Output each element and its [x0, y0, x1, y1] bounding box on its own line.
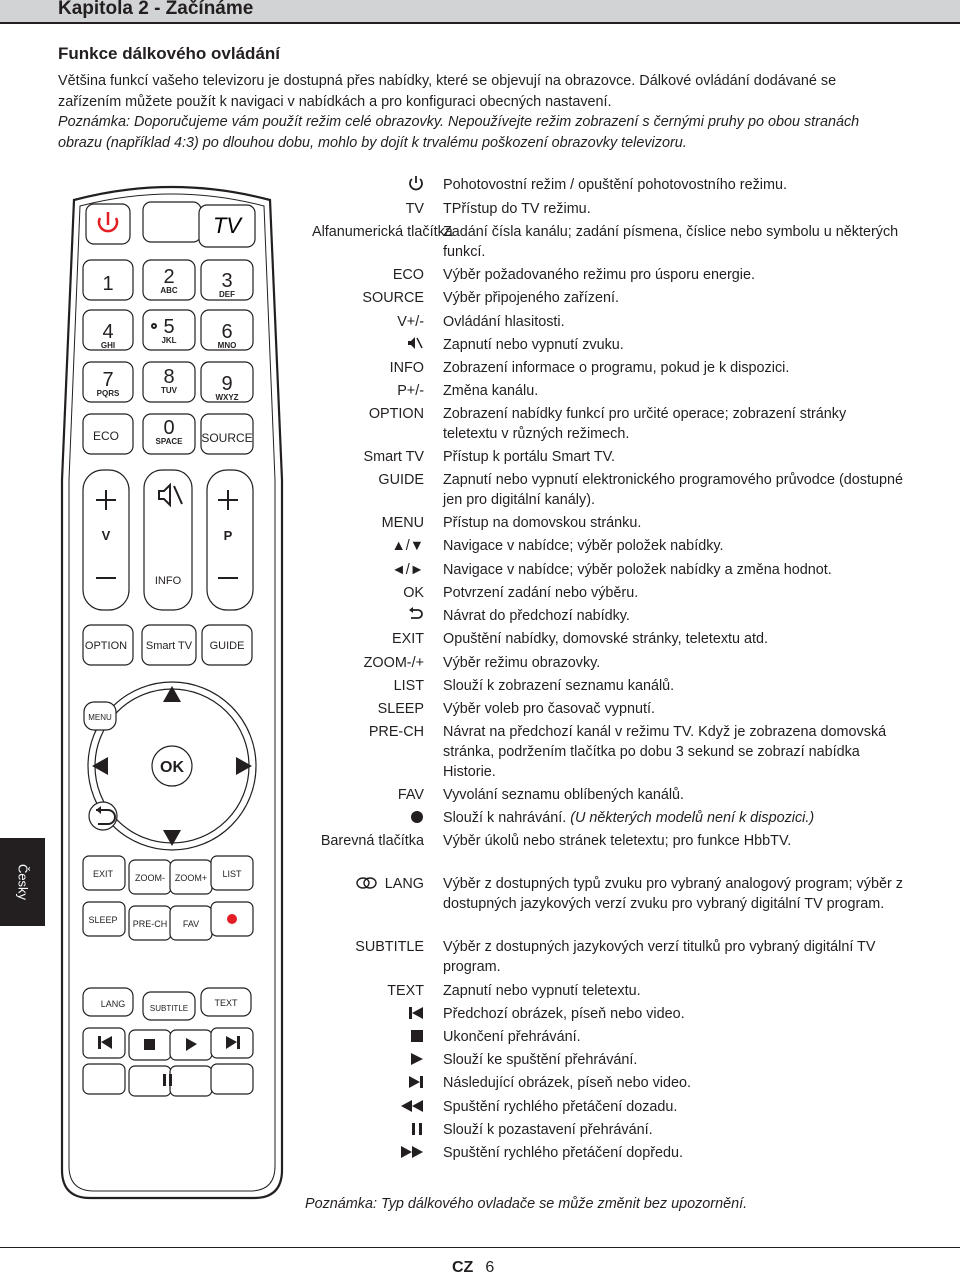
exit-label: EXIT: [92, 869, 114, 879]
function-description: [443, 583, 903, 603]
remote-control-illustration: [56, 180, 288, 1204]
function-description-text: Výběr úkolů nebo stránek teletextu; pro funkce HbbTV.: [443, 833, 792, 849]
function-description-text: Slouží k nahrávání.: [443, 810, 567, 826]
function-key: [364, 653, 424, 674]
function-key-label: Barevná tlačítka: [320, 833, 424, 849]
function-row: [300, 653, 920, 674]
function-description-note: (U některých modelů není k dispozici.): [566, 810, 815, 826]
function-description-text: Ukončení přehrávání.: [443, 1029, 581, 1045]
function-key-label: SOURCE: [362, 290, 424, 306]
stop-icon: [410, 1029, 424, 1050]
function-key: [394, 676, 424, 697]
function-description: [443, 606, 903, 626]
function-key-label: Smart TV: [363, 449, 424, 465]
function-key-label: GUIDE: [378, 472, 424, 488]
function-key-label: SUBTITLE: [355, 939, 424, 955]
function-key: [393, 265, 424, 286]
function-key-label: P+/-: [397, 383, 424, 399]
function-description-text: Opuštění nabídky, domovské stránky, teletextu atd.: [443, 631, 769, 647]
function-key: [363, 447, 424, 468]
function-row: [300, 513, 920, 534]
function-description-text: Spuštění rychlého přetáčení dopředu.: [443, 1145, 684, 1161]
function-key: [355, 937, 424, 958]
pre-ch-label: PRE-CH: [132, 919, 168, 929]
right-arrow-icon: [236, 757, 252, 775]
pause-icon: [410, 1122, 424, 1143]
fast-forward-icon: [400, 1145, 424, 1166]
key-4-sub: GHI: [100, 341, 116, 350]
rewind-icon: [400, 1099, 424, 1120]
function-key: [378, 470, 424, 491]
function-row: [300, 1004, 920, 1025]
p-label: P: [223, 528, 233, 543]
function-description-text: Návrat do předchozí nabídky.: [443, 608, 630, 624]
footer-rule: [0, 1247, 960, 1248]
function-key: [400, 1143, 424, 1166]
function-description: [443, 358, 903, 378]
function-description-text: Slouží k zobrazení seznamu kanálů.: [443, 678, 675, 694]
tv-label: TV: [212, 213, 242, 238]
function-key-label: ▲/▼: [391, 538, 424, 554]
function-key: [408, 1073, 424, 1096]
lang-label: LANG: [100, 999, 126, 1009]
function-key: [390, 358, 424, 379]
ok-label: OK: [160, 759, 184, 776]
function-row: [300, 470, 920, 508]
key-3-label: 3: [221, 270, 233, 292]
function-key: [397, 312, 424, 333]
lang-icon: [356, 876, 380, 897]
function-description: [443, 175, 903, 195]
chapter-header: [0, 0, 960, 24]
function-key: [387, 981, 424, 1002]
mute-icon: [406, 335, 424, 358]
zoom-minus-label: ZOOM-: [135, 873, 165, 883]
color-key-button: [211, 1064, 253, 1094]
function-description: [443, 560, 903, 580]
function-key: [312, 222, 453, 243]
power-icon: [408, 175, 424, 198]
function-key: [378, 699, 424, 720]
function-description-text: Ovládání hlasitosti.: [443, 314, 565, 330]
function-row: [300, 335, 920, 356]
function-key-label: LIST: [393, 678, 424, 694]
function-description-text: Výběr z dostupných typů zvuku pro vybraný analogový program; výběr z dostupných jazykových verzí zvuku pro vybraný digitální TV program.: [443, 876, 903, 912]
function-description-text: Zobrazení informace o programu, pokud je k dispozici.: [443, 360, 790, 376]
key-2-label: 2: [163, 266, 175, 288]
function-row: [300, 808, 920, 829]
function-description: [443, 808, 903, 828]
smart-tv-label: Smart TV: [145, 640, 193, 652]
function-key: [400, 1097, 424, 1120]
previous-icon: [98, 1036, 101, 1049]
intro-note: Poznámka: Doporučujeme vám použít režim celé obrazovky. Nepoužívejte režim zobrazení s černými pruhy po obou stranách obrazu (například 4:3) po dlouhou dobu, mohlo by dojít k trvalému poškození obrazovky televizoru.: [58, 114, 860, 151]
function-key: [398, 785, 424, 806]
function-description-text: Pohotovostní režim / opuštění pohotovostního režimu.: [443, 177, 787, 193]
function-description: [443, 676, 903, 696]
function-description-text: Potvrzení zadání nebo výběru.: [443, 585, 639, 601]
function-key-label: EXIT: [392, 631, 424, 647]
function-description-text: TPřístup do TV režimu.: [443, 201, 591, 217]
function-description-text: Přístup k portálu Smart TV.: [443, 449, 615, 465]
fav-label: FAV: [182, 919, 200, 929]
language-code: CZ: [452, 1259, 474, 1276]
function-row: [300, 265, 920, 286]
function-key-label: ZOOM-/+: [363, 655, 424, 671]
function-description-text: Vyvolání seznamu oblíbených kanálů.: [443, 787, 685, 803]
function-key: [392, 560, 424, 581]
function-description: [443, 312, 903, 332]
function-key: [369, 722, 424, 743]
down-arrow-icon: [163, 830, 181, 846]
function-row: [300, 606, 920, 627]
fast-forward-button: [170, 1066, 212, 1096]
intro-text: [58, 71, 898, 153]
function-description-text: Zapnutí nebo vypnutí teletextu.: [443, 983, 641, 999]
function-description: [443, 1097, 903, 1117]
function-key: [392, 629, 424, 650]
function-key: [362, 288, 424, 309]
mute-info-column: [144, 470, 192, 610]
function-description-text: Zapnutí nebo vypnutí zvuku.: [443, 337, 624, 353]
function-row: [300, 1120, 920, 1141]
function-description: [443, 785, 903, 805]
function-row: [300, 874, 920, 912]
back-button: [89, 802, 117, 830]
function-description: [443, 831, 903, 851]
function-description-text: Výběr připojeného zařízení.: [443, 290, 619, 306]
function-description: [443, 874, 903, 914]
key-7-sub: PQRS: [96, 389, 120, 398]
function-key: [397, 381, 424, 402]
function-description: [443, 699, 903, 719]
function-row: [300, 358, 920, 379]
function-description: [443, 381, 903, 401]
key-1-label: 1: [102, 273, 114, 295]
function-row: [300, 447, 920, 468]
previous-icon: [408, 1006, 424, 1027]
page-number-value: 6: [485, 1259, 495, 1276]
function-key: [392, 536, 424, 557]
function-key: [406, 199, 424, 220]
guide-label: GUIDE: [209, 640, 245, 652]
function-description-text: Zobrazení nabídky funkcí pro určité operace; zobrazení stránky teletextu v různých režimech.: [443, 406, 847, 442]
function-row: [300, 831, 920, 852]
function-key: [408, 1004, 424, 1027]
function-row: [300, 937, 920, 975]
function-row: [300, 583, 920, 604]
function-row: [300, 199, 920, 220]
function-description-text: Spuštění rychlého přetáčení dozadu.: [443, 1099, 678, 1115]
intro-paragraph: Většina funkcí vašeho televizoru je dostupná přes nabídky, které se objevují na obrazovce. Dálkové ovládání dodávané se zařízením můžete použít k navigaci v nabídkách a pro konfiguraci obecných nastavení.: [58, 73, 837, 110]
language-tab: [0, 838, 45, 926]
function-row: [300, 404, 920, 442]
key-4-label: 4: [102, 321, 114, 343]
function-description-text: Výběr požadovaného režimu pro úsporu energie.: [443, 267, 755, 283]
function-description: [443, 937, 903, 977]
info-label: INFO: [154, 575, 182, 587]
function-description: [443, 265, 903, 285]
function-description-text: Slouží ke spuštění přehrávání.: [443, 1052, 638, 1068]
function-key-label: Alfanumerická tlačítka: [312, 224, 453, 240]
function-description-text: Navigace v nabídce; výběr položek nabídky a změna hodnot.: [443, 562, 832, 578]
function-row: [300, 1073, 920, 1094]
record-icon: [410, 810, 424, 831]
source-label: SOURCE: [201, 431, 253, 445]
key-6-label: 6: [221, 321, 233, 343]
function-description: [443, 981, 903, 1001]
key-7-label: 7: [102, 369, 114, 391]
zoom-plus-label: ZOOM+: [174, 873, 208, 883]
function-key: [408, 175, 424, 198]
function-description: [443, 653, 903, 673]
function-key: [403, 583, 424, 604]
function-description-text: Následující obrázek, píseň nebo video.: [443, 1075, 691, 1091]
record-dot-icon: [227, 914, 237, 924]
function-key-label: SLEEP: [377, 701, 424, 717]
key-5-sub: JKL: [161, 336, 177, 345]
function-key: [382, 513, 424, 534]
function-key: [356, 874, 424, 897]
key-9-label: 9: [221, 373, 233, 395]
function-row: [300, 629, 920, 650]
key-2-sub: ABC: [160, 286, 178, 295]
menu-label: MENU: [88, 713, 112, 722]
function-row: [300, 785, 920, 806]
function-description: [443, 1073, 903, 1093]
function-key-label: LANG: [384, 876, 424, 892]
left-arrow-icon: [92, 757, 108, 775]
function-description-text: Výběr režimu obrazovky.: [443, 655, 601, 671]
stop-icon: [144, 1039, 155, 1050]
function-row: [300, 312, 920, 333]
key-5-label: 5: [163, 316, 175, 338]
function-row: [300, 175, 920, 196]
key-8-label: 8: [163, 366, 175, 388]
function-description-text: Předchozí obrázek, píseň nebo video.: [443, 1006, 685, 1022]
function-description: [443, 404, 903, 444]
sleep-label: SLEEP: [88, 915, 118, 925]
function-key: [408, 606, 424, 629]
key-0-sub: SPACE: [155, 437, 183, 446]
function-description-text: Výběr voleb pro časovač vypnutí.: [443, 701, 655, 717]
function-key-label: V+/-: [397, 314, 424, 330]
key-0-label: 0: [163, 417, 175, 439]
function-key-label: FAV: [397, 787, 424, 803]
function-description: [443, 447, 903, 467]
function-row: [300, 222, 920, 260]
next-icon: [408, 1075, 424, 1096]
key-6-sub: MNO: [217, 341, 237, 350]
function-row: [300, 288, 920, 309]
function-description: [443, 470, 903, 510]
function-description: [443, 536, 903, 556]
up-arrow-icon: [163, 686, 181, 702]
function-description: [443, 199, 903, 219]
page-number: [452, 1259, 494, 1277]
function-row: [300, 560, 920, 581]
function-key: [410, 808, 424, 831]
function-description: [443, 1004, 903, 1024]
function-key-label: MENU: [381, 515, 424, 531]
key-3-sub: DEF: [219, 290, 235, 299]
function-description-text: Výběr z dostupných jazykových verzí titulků pro vybraný digitální TV program.: [443, 939, 876, 975]
back-icon: [408, 606, 424, 629]
function-key-label: OK: [403, 585, 424, 601]
function-row: [300, 722, 920, 780]
function-key: [312, 831, 424, 852]
key-9-sub: WXYZ: [215, 393, 239, 402]
function-key: [410, 1050, 424, 1073]
function-key: [410, 1027, 424, 1050]
key-8-sub: TUV: [161, 386, 177, 395]
eco-label: ECO: [92, 429, 120, 443]
function-row: [300, 699, 920, 720]
function-description-text: Navigace v nabídce; výběr položek nabídky.: [443, 538, 724, 554]
function-description: [443, 222, 903, 262]
text-label: TEXT: [214, 998, 238, 1008]
function-key-label: PRE-CH: [368, 724, 424, 740]
function-key: [369, 404, 424, 425]
function-key-label: ◄/►: [391, 562, 424, 578]
function-description: [443, 722, 903, 782]
function-key-label: OPTION: [368, 406, 424, 422]
function-description: [443, 629, 903, 649]
subtitle-label: SUBTITLE: [149, 1004, 189, 1013]
function-key-label: TEXT: [387, 983, 424, 999]
function-description: [443, 335, 903, 355]
function-description: [443, 1120, 903, 1140]
section-title: Funkce dálkového ovládání: [58, 44, 281, 63]
function-key-label: TV: [405, 201, 424, 217]
function-row: [300, 1027, 920, 1048]
function-description: [443, 1143, 903, 1163]
function-key-label: INFO: [389, 360, 424, 376]
function-description-text: Změna kanálu.: [443, 383, 539, 399]
function-description-text: Zadání čísla kanálu; zadání písmena, číslice nebo symbolu u některých funkcí.: [443, 224, 899, 260]
function-description-text: Návrat na předchozí kanál v režimu TV. Když je zobrazena domovská stránka, podržením tlačítka po dobu 3 sekund se zobrazí nabídka Historie.: [443, 724, 887, 780]
function-row: [300, 981, 920, 1002]
function-key: [410, 1120, 424, 1143]
play-icon: [410, 1052, 424, 1073]
function-row: [300, 536, 920, 557]
function-key-label: ECO: [392, 267, 424, 283]
function-description-text: Zapnutí nebo vypnutí elektronického programového průvodce (dostupné jen pro digitální kanály).: [443, 472, 903, 508]
v-label: V: [101, 528, 111, 543]
function-key: [406, 335, 424, 358]
function-description-text: Slouží k pozastavení přehrávání.: [443, 1122, 653, 1138]
blank-button: [143, 202, 201, 242]
list-label: LIST: [222, 869, 242, 879]
function-description: [443, 288, 903, 308]
footer-note: Poznámka: Typ dálkového ovladače se může změnit bez upozornění.: [305, 1196, 748, 1212]
option-label: OPTION: [84, 640, 128, 652]
function-row: [300, 381, 920, 402]
function-description-text: Přístup na domovskou stránku.: [443, 515, 642, 531]
function-row: [300, 1097, 920, 1118]
function-description: [443, 1027, 903, 1047]
rewind-button: [83, 1064, 125, 1094]
language-tab-label: Česky: [15, 863, 30, 901]
function-description: [443, 513, 903, 533]
pause-icon: [163, 1074, 166, 1086]
function-row: [300, 1143, 920, 1164]
chapter-title: Kapitola 2 - Začínáme: [58, 0, 254, 19]
function-description: [443, 1050, 903, 1070]
function-row: [300, 676, 920, 697]
function-row: [300, 1050, 920, 1071]
